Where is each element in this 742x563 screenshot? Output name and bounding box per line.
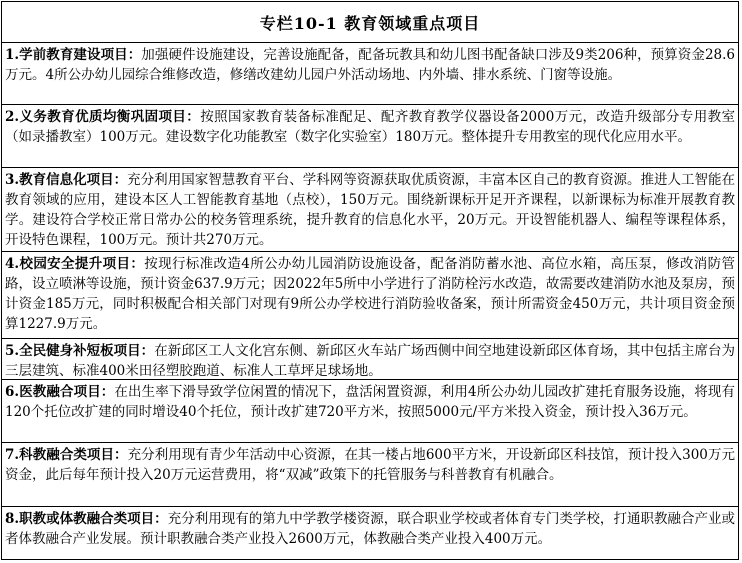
project-item-campus-safety (2, 252, 738, 339)
project-item-heading: 5.全民健身补短板项目： (5, 343, 155, 359)
project-item-heading: 6.医教融合项目： (5, 384, 115, 400)
project-item-heading: 3.教育信息化项目： (5, 172, 128, 188)
project-item-description: 在出生率下滑导致学位闲置的情况下，盘活闲置资源，利用4所公办幼儿园改扩建托育服务设施，将现有120个托位改扩建的同时增设40个托位，预计改扩建720平方米，按照5000元/平方米投入资金，预计投入36万元。 (5, 384, 736, 420)
project-item-description: 加强硬件设施建设，完善设施配备，配备玩教具和幼儿图书配备缺口涉及9类206种，预算资金28.6万元。4所公办幼儿园综合维修改造，修缮改建幼儿园户外活动场地、内外墙、排水系统、门窗等设施。 (5, 47, 735, 83)
project-item-preschool (2, 43, 738, 105)
project-item-heading: 4.校园安全提升项目： (5, 256, 145, 272)
key-projects-table (1, 1, 739, 560)
project-item-fitness (2, 339, 738, 380)
project-item-heading: 7.科教融合类项目： (5, 447, 128, 463)
project-item-description: 按现行标准改造4所公办幼儿园消防设施设备，配备消防蓄水池、高位水箱，高压泵，修改消防管路，设立喷淋等设施，预计资金637.9万元；因2022年5所中小学进行了消防栓污水改造，故需要改建消防水池及泵房，预计资金185万元，同时积极配合相关部门对现有9所公办学校进行消防验收备案，预计所需资金450万元，共计项目资金预算1227.9万元。 (5, 256, 736, 332)
project-item-heading: 1.学前教育建设项目： (5, 47, 142, 63)
project-item-informatization (2, 168, 738, 252)
project-item-description: 充分利用国家智慧教育平台、学科网等资源获取优质资源，丰富本区自己的教育资源。推进人工智能在教育领域的应用，建设本区人工智能教育基地（点校），150万元。围绕新课标开足开齐课程，以新课标为标准开展教育教学。建设符合学校正常日常办公的校务管理系统，提升教育的信息化水平，20万元。开设智能机器人、编程等课程体系，开设特色课程，100万元。预计共270万元。 (5, 172, 736, 248)
project-item-heading: 8.职教或体教融合类项目： (5, 511, 168, 527)
project-item-description: 按照国家教育装备标准配足、配齐教育教学仪器设备2000万元，改造升级部分专用教室（如录播教室）100万元。建设数字化功能教室（数字化实验室）180万元。整体提升专用教室的现代化应用水平。 (5, 109, 736, 145)
project-item-description: 在新邱区工人文化宫东侧、新邱区火车站广场西侧中间空地建设新邱区体育场，其中包括主席台为三层建筑、标准400米田径塑胶跑道、标准人工草坪足球场地。 (5, 343, 736, 379)
project-item-description: 充分利用现有青少年活动中心资源，在其一楼占地600平方米，开设新邱区科技馆，预计投入300万元资金，此后每年预计投入20万元运营费用，将“双减”政策下的托管服务与科普教育有机融合。 (5, 447, 735, 483)
project-item-heading: 2.义务教育优质均衡巩固项目： (5, 109, 201, 125)
project-item-medical-education (2, 380, 738, 443)
project-item-vocational-sports (2, 507, 738, 559)
project-item-compulsory-education (2, 105, 738, 168)
project-item-science-education (2, 443, 738, 507)
table-title: 专栏10-1 教育领域重点项目 (2, 2, 738, 43)
project-item-description: 充分利用现有的第九中学教学楼资源，联合职业学校或者体育专门类学校，打通职教融合产业或者体教融合产业发展。预计职教融合类产业投入2600万元，体教融合类产业投入400万元。 (5, 511, 736, 547)
